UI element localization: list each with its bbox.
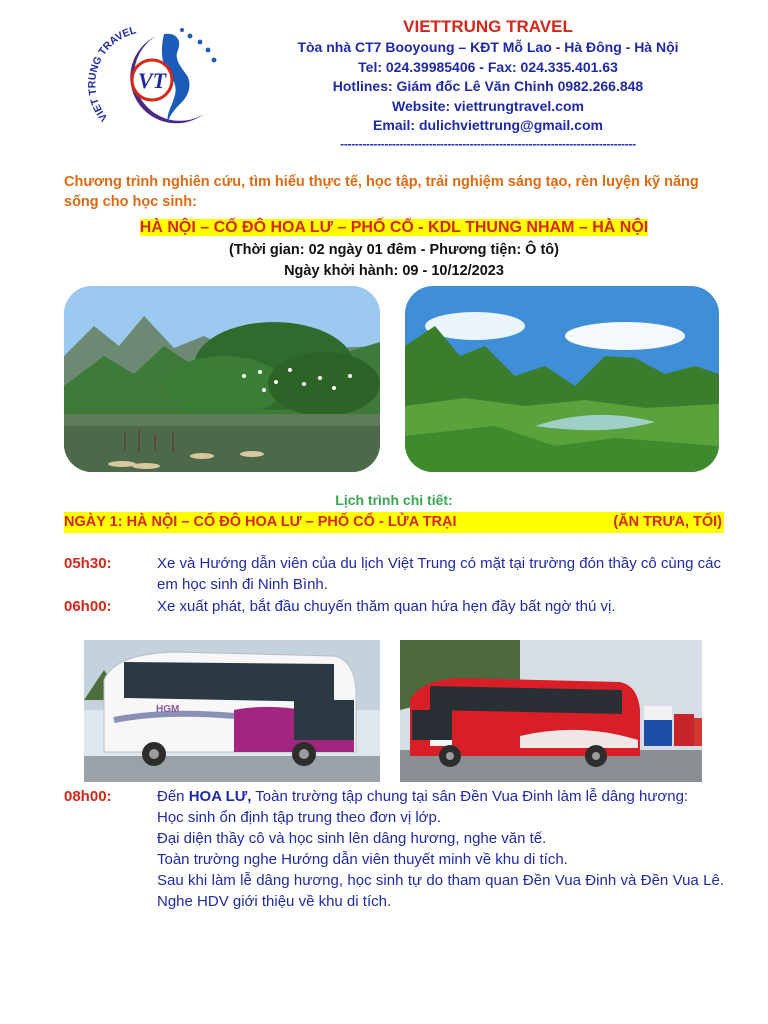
program-duration: (Thời gian: 02 ngày 01 đêm - Phương tiện: Ô tô): [229, 242, 559, 258]
photo-thung-nham-valley: [405, 286, 719, 472]
company-address: Tòa nhà CT7 Booyoung – KĐT Mỗ Lao - Hà Đông - Hà Nội: [297, 39, 679, 55]
schedule-text-block: [157, 786, 724, 912]
schedule-time: 06h00:: [64, 598, 112, 615]
schedule-text-rest: Toàn trường tập chung tại sân Đền Vua Đinh làm lễ dâng hương:: [251, 788, 689, 805]
schedule-time: 05h30:: [64, 555, 112, 572]
company-hotline: Hotlines: Giám đốc Lê Văn Chinh 0982.266.848: [332, 78, 644, 94]
company-email: Email: dulichviettrung@gmail.com: [373, 117, 603, 133]
schedule-line: Học sinh ổn định tập trung theo đơn vị lớp.: [157, 809, 442, 826]
company-phone: Tel: 024.39985406 - Fax: 024.335.401.63: [358, 58, 618, 75]
schedule-text: [157, 786, 724, 807]
schedule-line: Toàn trường nghe Hướng dẫn viên thuyết minh về khu di tích.: [157, 851, 568, 868]
company-logo: [86, 22, 234, 138]
schedule-line: Sau khi làm lễ dâng hương, học sinh tự do tham quan Đền Vua Đinh và Đền Vua Lê. Nghe HDV giới thiệu về khu di tích.: [157, 872, 724, 910]
schedule-title: Lịch trình chi tiết:: [335, 492, 453, 508]
photo-white-coach: [84, 640, 380, 782]
logo-arc-text: VIET TRUNG TRAVEL: [86, 24, 138, 124]
header-separator: --------------------------------------------------------------------------------: [340, 136, 636, 151]
bus-brand-label: HGM: [156, 704, 180, 715]
program-intro: Chương trình nghiên cứu, tìm hiểu thực tế, học tập, trải nghiệm sáng tạo, rèn luyện kỹ năng sống cho học sinh:: [64, 174, 699, 210]
program-departure: Ngày khởi hành: 09 - 10/12/2023: [284, 263, 504, 279]
logo-monogram: VT: [137, 68, 167, 93]
photo-red-coach: [400, 640, 702, 782]
program-route-text: HÀ NỘI – CỐ ĐÔ HOA LƯ – PHỐ CỔ - KDL THUNG NHAM – HÀ NỘI: [139, 219, 649, 236]
day1-title: NGÀY 1: HÀ NỘI – CỐ ĐÔ HOA LƯ – PHỐ CỔ - LỬA TRẠI: [64, 514, 457, 530]
svg-text:VIET TRUNG TRAVEL: [86, 24, 138, 123]
photo-hoa-lu-lake: [64, 286, 380, 472]
program-route: [64, 217, 724, 239]
schedule-text: Xe xuất phát, bắt đầu chuyến thăm quan hứa hẹn đầy bất ngờ thú vị.: [157, 598, 616, 615]
schedule-place: HOA LƯ,: [188, 788, 252, 805]
schedule-line: Đại diện thầy cô và học sinh lên dâng hương, nghe văn tế.: [157, 830, 547, 847]
day1-heading: [64, 512, 724, 533]
schedule-lead: Đến: [157, 788, 189, 805]
company-header: [268, 16, 708, 152]
day1-meals: (ĂN TRƯA, TỐI): [613, 514, 722, 530]
company-website: Website: viettrungtravel.com: [392, 97, 584, 114]
schedule-time: 08h00:: [64, 788, 112, 805]
schedule-text: Xe và Hướng dẫn viên của du lịch Việt Trung có mặt tại trường đón thầy cô cùng các em học sinh đi Ninh Bình.: [157, 555, 721, 593]
company-name: VIETTRUNG TRAVEL: [403, 17, 573, 36]
